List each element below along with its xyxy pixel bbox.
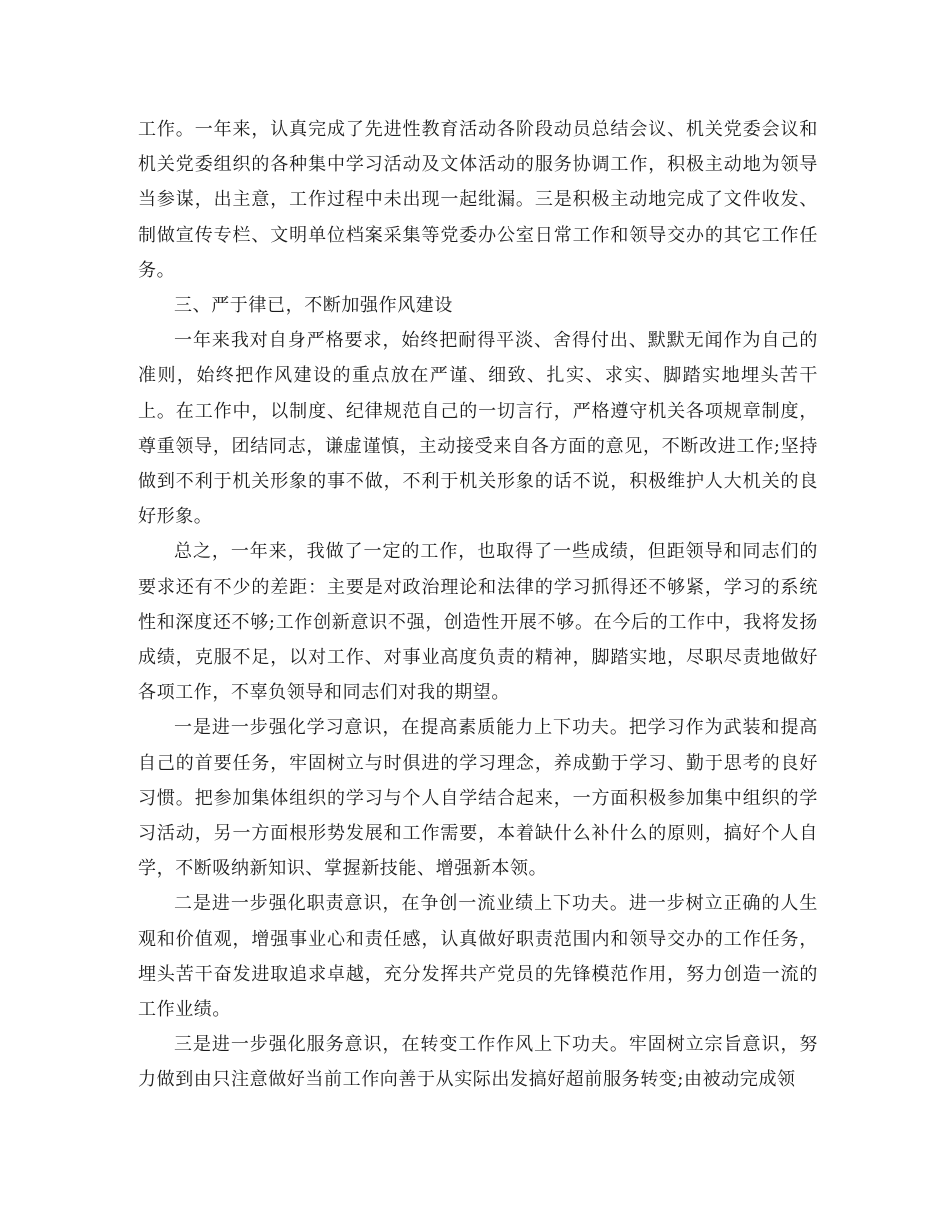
paragraph-work-style: 一年来我对自身严格要求，始终把耐得平淡、舍得付出、默默无闻作为自己的准则，始终把作风建设的重点放在严谨、细致、扎实、求实、脚踏实地埋头苦干上。在工作中，以制度、纪律规范自己的一切言行，严格遵守机关各项规章制度，尊重领导，团结同志，谦虚谨慎，主动接受来自各方面的意见，不断改进工作;坚持做到不利于机关形象的事不做，不利于机关形象的话不说，积极维护人大机关的良好形象。 bbox=[138, 330, 818, 528]
paragraph-service: 三是进一步强化服务意识，在转变工作作风上下功夫。牢固树立宗旨意识，努力做到由只注意做好当前工作向善于从实际出发搞好超前服务转变;由被动完成领 bbox=[138, 1034, 818, 1091]
paragraph-study: 一是进一步强化学习意识，在提高素质能力上下功夫。把学习作为武装和提高自己的首要任务，牢固树立与时俱进的学习理念，养成勤于学习、勤于思考的良好习惯。把参加集体组织的学习与个人自学结合起来，一方面积极参加集中组织的学习活动，另一方面根形势发展和工作需要，本着缺什么补什么的原则，搞好个人自学，不断吸纳新知识、掌握新技能、增强新本领。 bbox=[138, 717, 818, 880]
paragraph-summary: 总之，一年来，我做了一定的工作，也取得了一些成绩，但距领导和同志们的要求还有不少的差距：主要是对政治理论和法律的学习抓得还不够紧，学习的系统性和深度还不够;工作创新意识不强，创造性开展不够。在今后的工作中，我将发扬成绩，克服不足，以对工作、对事业高度负责的精神，脚踏实地，尽职尽责地做好各项工作，不辜负领导和同志们对我的期望。 bbox=[138, 541, 818, 704]
paragraph-continuation: 工作。一年来，认真完成了先进性教育活动各阶段动员总结会议、机关党委会议和机关党委组织的各种集中学习活动及文体活动的服务协调工作，积极主动地为领导当参谋，出主意，工作过程中未出现一起纰漏。三是积极主动地完成了文件收发、制做宣传专栏、文明单位档案采集等党委办公室日常工作和领导交办的其它工作任务。 bbox=[138, 119, 818, 281]
section-heading: 三、严于律已，不断加强作风建设 bbox=[174, 295, 453, 317]
document-body bbox=[138, 112, 818, 1098]
paragraph-duty: 二是进一步强化职责意识，在争创一流业绩上下功夫。进一步树立正确的人生观和价值观，增强事业心和责任感，认真做好职责范围内和领导交办的工作任务，埋头苦干奋发进取追求卓越，充分发挥共产党员的先锋模范作用，努力创造一流的工作业绩。 bbox=[138, 893, 818, 1021]
